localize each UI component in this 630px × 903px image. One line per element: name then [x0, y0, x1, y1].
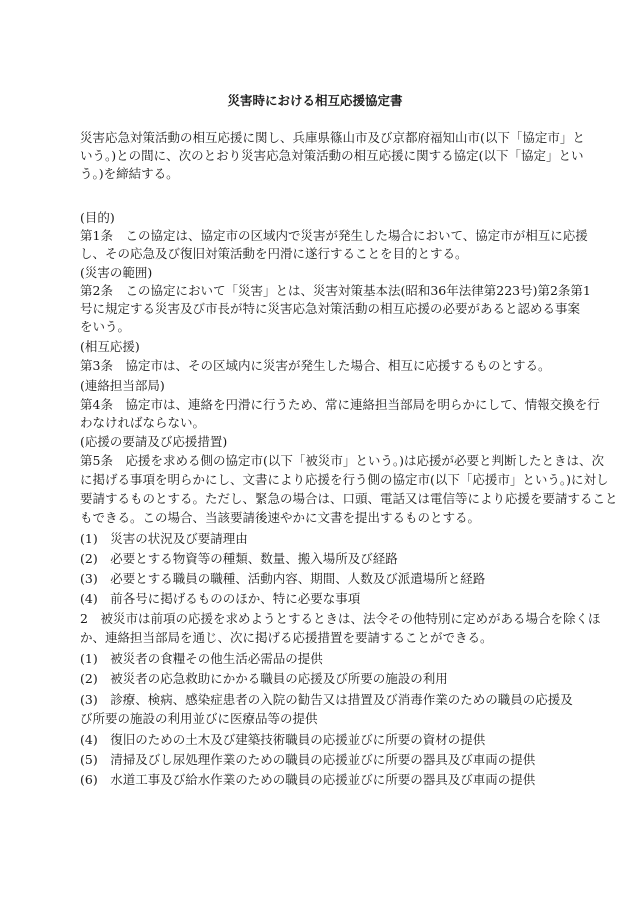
- article-heading: (相互応援): [80, 339, 140, 354]
- text-line: に掲げる事項を明らかにし、文書により応援を行う側の協定市(以下「応援市」という。)に対し: [80, 472, 609, 487]
- text-line: 第2条 この協定において「災害」とは、災害対策基本法(昭和36年法律第223号)第2条第1: [80, 283, 591, 298]
- text-line: 要請するものとする。ただし、緊急の場合は、口頭、電話又は電信等により応援を要請すること: [80, 491, 618, 506]
- text-line: 号に規定する災害及び市長が特に災害応急対策活動の相互応援の必要があると認める事案: [80, 301, 581, 316]
- list-item: (6) 水道工事及び給水作業のための職員の応援並びに所要の器具及び車両の提供: [80, 772, 536, 787]
- article-heading: (応援の要請及び応援措置): [80, 434, 228, 449]
- list-item: (4) 前各号に掲げるもののほか、特に必要な事項: [80, 591, 361, 606]
- text-line: し、その応急及び復旧対策活動を円滑に遂行することを目的とする。: [80, 246, 468, 261]
- article-heading: (連絡担当部局): [80, 378, 165, 393]
- text-line: 第5条 応援を求める側の協定市(以下「被災市」という。)は応援が必要と判断したときは、次: [80, 453, 604, 468]
- document-title: 災害時における相互応援協定書: [227, 93, 403, 108]
- list-item: (5) 清掃及びし尿処理作業のための職員の応援並びに所要の器具及び車両の提供: [80, 752, 536, 767]
- text-line: 第3条 協定市は、その区域内に災害が発生した場合、相互に応援するものとする。: [80, 358, 551, 373]
- text-line: いう。)との間に、次のとおり災害応急対策活動の相互応援に関する協定(以下「協定」とい: [80, 148, 584, 163]
- text-line: か、連絡担当部局を通じ、次に掲げる応援措置を要請することができる。: [80, 630, 493, 645]
- list-item: (1) 災害の状況及び要請理由: [80, 531, 248, 546]
- list-item: (1) 被災者の食糧その他生活必需品の提供: [80, 651, 323, 666]
- article-heading: (災害の範囲): [80, 265, 153, 280]
- text-line: 災害応急対策活動の相互応援に関し、兵庫県篠山市及び京都府福知山市(以下「協定市」と: [80, 130, 585, 145]
- list-item: (2) 必要とする物資等の種類、数量、搬入場所及び経路: [80, 551, 398, 566]
- text-line: わなければならない。: [80, 415, 206, 430]
- text-line: 第1条 この協定は、協定市の区域内で災害が発生した場合において、協定市が相互に応援: [80, 228, 588, 243]
- text-line: び所要の施設の利用並びに医療品等の提供: [80, 711, 318, 726]
- text-line: う。)を締結する。: [80, 166, 179, 181]
- list-item: (3) 必要とする職員の職種、活動内容、期間、人数及び派遣場所と経路: [80, 571, 486, 586]
- list-item: (2) 被災者の応急救助にかかる職員の応援及び所要の施設の利用: [80, 671, 448, 686]
- text-line: 2 被災市は前項の応援を求めようとするときは、法令その他特別に定めがある場合を除くほ: [80, 611, 601, 626]
- text-line: 第4条 協定市は、連絡を円滑に行うため、常に連絡担当部局を明らかにして、情報交換を行: [80, 397, 600, 412]
- list-item: (4) 復旧のための土木及び建築技術職員の応援並びに所要の資材の提供: [80, 732, 486, 747]
- list-item: (3) 診療、検病、感染症患者の入院の勧告又は措置及び消毒作業のための職員の応援及: [80, 692, 573, 707]
- text-line: もできる。この場合、当該要請後速やかに文書を提出するものとする。: [80, 510, 481, 525]
- text-line: をいう。: [80, 319, 131, 334]
- article-heading: (目的): [80, 210, 115, 225]
